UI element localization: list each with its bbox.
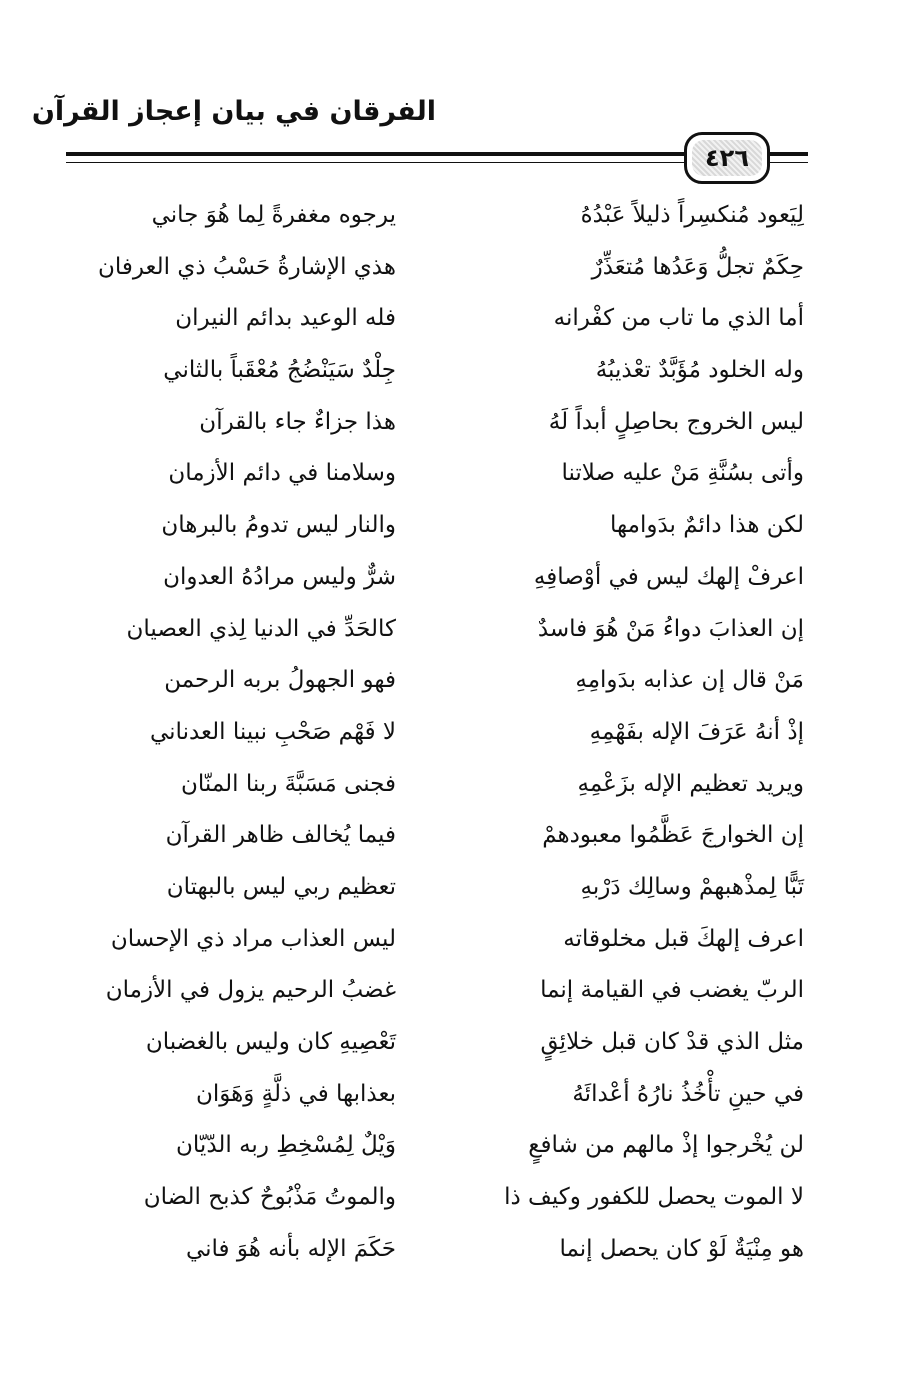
header-rule-thick <box>66 152 686 156</box>
verse-line: أما الذي ما تاب من كفْرانه <box>553 305 804 332</box>
verse-line: شرٌّ وليس مرادُهُ العدوان <box>163 563 396 590</box>
running-title: الفرقان في بيان إعجاز القرآن <box>31 96 436 127</box>
verse-line: إن الخوارجَ عَظَّمُوا معبودهمْ <box>542 822 804 849</box>
verse-line: وأتى بسُنَّةِ مَنْ عليه صلاتنا <box>561 460 804 487</box>
verse-line: يرجوه مغفرةً لِما هُوَ جاني <box>151 202 396 228</box>
verse-line: فهو الجهولُ بربه الرحمن <box>164 667 396 694</box>
header-rule-thin <box>66 162 686 163</box>
poem-column-right <box>458 190 804 1275</box>
page-number-frame <box>684 132 770 184</box>
verse-line: وسلامنا في دائم الأزمان <box>168 460 396 487</box>
verse-line: اعرفْ إلهك ليس في أوْصافِهِ <box>533 563 804 590</box>
verse-line: الربّ يغضب في القيامة إنما <box>540 977 804 1004</box>
verse-line: هذي الإشارةُ حَسْبُ ذي العرفان <box>97 253 396 280</box>
verse-line: لكن هذا دائمٌ بدَوامها <box>610 512 804 539</box>
poem-column-left <box>70 190 396 1275</box>
verse-line: حَكَمَ الإله بأنه هُوَ فاني <box>185 1235 396 1262</box>
verse-line: هو مِنْيَةٌ لَوْ كان يحصل إنما <box>559 1235 804 1262</box>
verse-line: تَبًّا لِمذْهبهمْ وسالِك دَرْبهِ <box>580 873 804 900</box>
verse-line: وله الخلود مُؤَبَّدٌ تعْذيبُهُ <box>595 357 804 384</box>
verse-line: فجنى مَسَبَّةَ ربنا المنّان <box>181 770 396 797</box>
verse-line: وَيْلٌ لِمُسْخِطِ ربه الدّيّان <box>176 1132 396 1159</box>
verse-line: حِكَمٌ تجلُّ وَعَدُها مُتعَذِّرٌ <box>591 253 804 280</box>
verse-line: والموتُ مَذْبُوحٌ كذبح الضان <box>143 1184 396 1211</box>
verse-line: غضبُ الرحيم يزول في الأزمان <box>105 977 396 1004</box>
header-rule-thick-right <box>770 152 808 156</box>
verse-line: بعذابها في ذلَّةٍ وَهَوَان <box>195 1080 396 1107</box>
verse-line: فله الوعيد بدائم النيران <box>175 305 396 332</box>
verse-line: إن العذابَ دواءُ مَنْ هُوَ فاسدٌ <box>537 615 804 642</box>
verse-line: جِلْدٌ سَيَنْضُجُ مُعْقَباً بالثاني <box>163 357 396 384</box>
verse-line: لن يُخْرجوا إذْ مالهم من شافعٍ <box>528 1132 804 1159</box>
verse-line: ليس العذاب مراد ذي الإحسان <box>110 925 396 952</box>
verse-line: كالحَدِّ في الدنيا لِذي العصيان <box>126 615 396 642</box>
verse-line: والنار ليس تدومُ بالبرهان <box>161 512 396 539</box>
verse-line: لا فَهْم صَحْبِ نبينا العدناني <box>149 718 396 745</box>
verse-line: تعظيم ربي ليس بالبهتان <box>166 873 396 900</box>
verse-line: اعرف إلهكَ قبل مخلوقاته <box>563 925 804 952</box>
verse-line: لا الموت يحصل للكفور وكيف ذا <box>504 1184 804 1211</box>
verse-line: هذا جزاءٌ جاء بالقرآن <box>199 408 396 435</box>
verse-line: ليس الخروج بحاصِلٍ أبداً لَهُ <box>548 408 804 435</box>
verse-line: مَنْ قال إن عذابه بدَوامِهِ <box>575 667 804 694</box>
verse-line: ويريد تعظيم الإله بزَعْمِهِ <box>577 770 804 797</box>
verse-line: لِيَعود مُنكسِراً ذليلاً عَبْدُهُ <box>580 202 804 228</box>
page-number: ٤٢٦ <box>692 140 762 176</box>
verse-line: في حينِ تأْخُذُ نارُهُ أعْدائَهُ <box>572 1080 804 1107</box>
verse-line: فيما يُخالف ظاهر القرآن <box>165 822 396 849</box>
verse-line: تَعْصِيهِ كان وليس بالغضبان <box>145 1029 396 1055</box>
verse-line: إذْ أنهُ عَرَفَ الإله بفَهْمِهِ <box>589 718 804 745</box>
header-rule-thin-right <box>770 162 808 163</box>
verse-line: مثل الذي قدْ كان قبل خلائِقٍ <box>540 1029 804 1055</box>
